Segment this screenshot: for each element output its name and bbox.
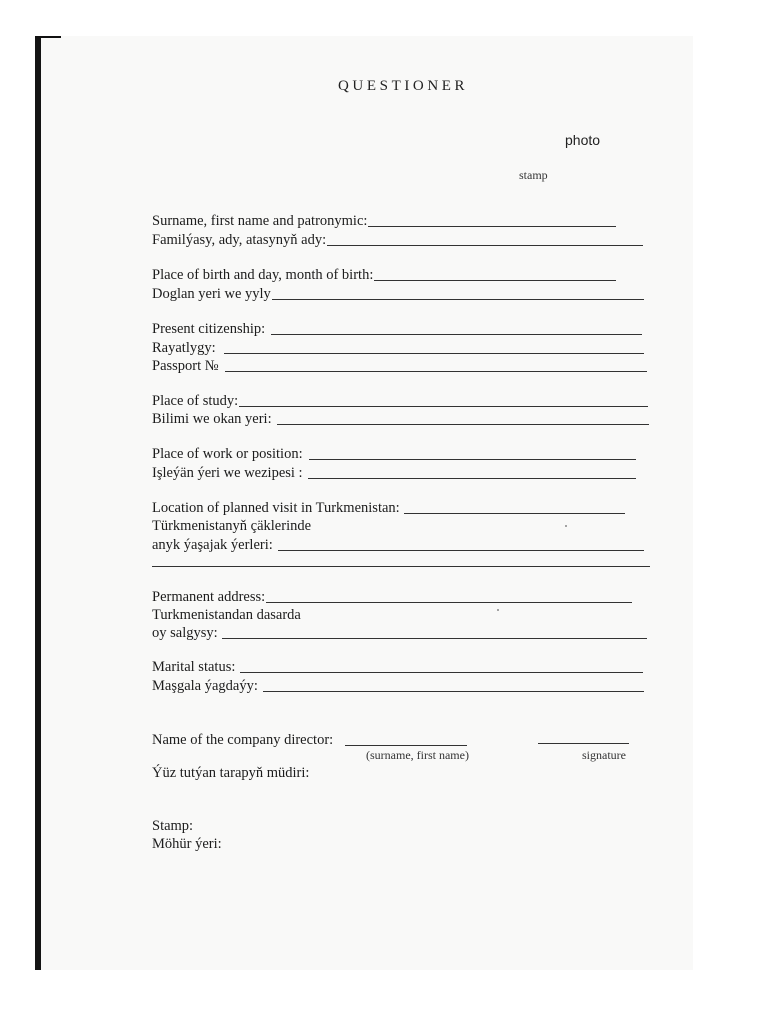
- surname-en-blank[interactable]: [368, 226, 616, 227]
- surname-en-row: [152, 212, 616, 230]
- birth-en-blank[interactable]: [374, 280, 616, 281]
- stamp-tk-label: Möhür ýeri:: [152, 836, 222, 852]
- citizenship-en-blank[interactable]: [271, 334, 642, 335]
- study-tk-label: Bilimi we okan yeri:: [152, 411, 272, 427]
- marital-tk-blank[interactable]: [263, 691, 644, 692]
- passport-blank[interactable]: [225, 371, 647, 372]
- citizenship-tk-row: [152, 339, 644, 357]
- visit-tk-blank[interactable]: [278, 550, 644, 551]
- study-en-label: Place of study:: [152, 393, 239, 409]
- surname-tk-row: [152, 231, 643, 249]
- address-tk-row: [152, 624, 647, 642]
- address-en-blank[interactable]: [266, 602, 632, 603]
- visit-en-row: [152, 499, 625, 517]
- birth-en-label: Place of birth and day, month of birth:: [152, 267, 374, 283]
- marital-en-row: [152, 658, 643, 676]
- birth-tk-blank[interactable]: [272, 299, 644, 300]
- director-en-label: Name of the company director:: [152, 732, 334, 748]
- visit-en-blank[interactable]: [404, 513, 625, 514]
- study-en-row: [152, 392, 648, 410]
- visit-extra-blank-line[interactable]: [152, 566, 650, 567]
- address-tk-label-line2: oy salgysy:: [152, 625, 218, 641]
- director-signature-blank[interactable]: [538, 743, 629, 744]
- birth-en-row: [152, 266, 616, 284]
- surname-tk-label: Familýasy, ady, atasynyň ady:: [152, 232, 327, 248]
- work-en-blank[interactable]: [309, 459, 636, 460]
- director-name-hint: (surname, first name): [366, 748, 469, 762]
- signature-hint: signature: [582, 748, 626, 762]
- surname-tk-blank[interactable]: [327, 245, 643, 246]
- marital-tk-label: Maşgala ýagdaýy:: [152, 678, 258, 694]
- scan-speck: [497, 609, 499, 611]
- scan-speck: [565, 525, 567, 527]
- photo-placeholder-label: photo: [565, 132, 601, 148]
- marital-tk-row: [152, 677, 644, 695]
- scan-shadow-top: [35, 36, 61, 38]
- address-en-label: Permanent address:: [152, 589, 266, 605]
- birth-tk-row: [152, 285, 644, 303]
- passport-label: Passport №: [152, 358, 219, 374]
- work-tk-label: Işleýän ýeri we wezipesi :: [152, 465, 303, 481]
- work-en-row: [152, 445, 636, 463]
- work-en-label: Place of work or position:: [152, 446, 303, 462]
- passport-row: [152, 357, 647, 375]
- visit-en-label: Location of planned visit in Turkmenistan:: [152, 500, 400, 516]
- citizenship-tk-label: Rayatlygy:: [152, 340, 216, 356]
- citizenship-en-label: Present citizenship:: [152, 321, 266, 337]
- study-tk-blank[interactable]: [277, 424, 649, 425]
- work-tk-row: [152, 464, 636, 482]
- stamp-placeholder-label: stamp: [519, 168, 548, 182]
- address-tk-blank[interactable]: [222, 638, 647, 639]
- visit-tk-row: [152, 536, 644, 554]
- stamp-en-label: Stamp:: [152, 818, 194, 834]
- birth-tk-label: Doglan yeri we yyly: [152, 286, 271, 302]
- address-en-row: [152, 588, 632, 606]
- citizenship-en-row: [152, 320, 642, 338]
- work-tk-blank[interactable]: [308, 478, 636, 479]
- visit-tk-label-line2: anyk ýaşajak ýerleri:: [152, 537, 273, 553]
- director-tk-label: Ýüz tutýan tarapyň müdiri:: [152, 765, 310, 781]
- surname-en-label: Surname, first name and patronymic:: [152, 213, 368, 229]
- address-tk-label-line1: Turkmenistandan dasarda: [152, 607, 301, 623]
- form-title: QUESTIONER: [338, 78, 469, 94]
- visit-tk-label-line1: Türkmenistanyň çäklerinde: [152, 518, 312, 534]
- marital-en-label: Marital status:: [152, 659, 236, 675]
- study-tk-row: [152, 410, 649, 428]
- scan-shadow-left: [35, 36, 41, 970]
- citizenship-tk-blank[interactable]: [224, 353, 644, 354]
- study-en-blank[interactable]: [239, 406, 648, 407]
- marital-en-blank[interactable]: [240, 672, 643, 673]
- director-name-blank[interactable]: [345, 745, 467, 746]
